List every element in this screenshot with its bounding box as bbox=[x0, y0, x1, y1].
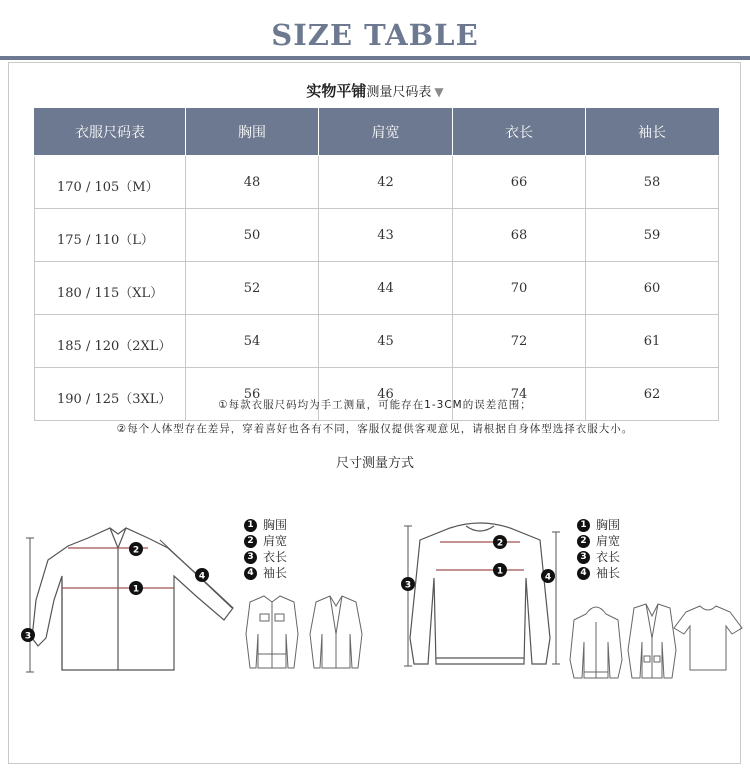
marker-3 bbox=[401, 577, 415, 591]
legend-right bbox=[577, 517, 620, 581]
legend-item: 2 肩宽 bbox=[244, 533, 287, 549]
blazer-icon bbox=[310, 596, 362, 668]
cell-sleeve: 59 bbox=[586, 209, 719, 262]
triangle-down-icon: ▼ bbox=[434, 85, 444, 99]
cell-size: 190 / 125（3XL） bbox=[35, 368, 186, 421]
method-title: 尺寸测量方式 bbox=[335, 456, 414, 471]
cell-length: 68 bbox=[453, 209, 586, 262]
marker-4 bbox=[541, 569, 555, 583]
cell-size: 180 / 115（XL） bbox=[35, 262, 186, 315]
header-size: 衣服尺码表 bbox=[35, 109, 186, 156]
casual-sketches bbox=[568, 600, 748, 684]
table-subtitle bbox=[0, 80, 750, 101]
table-header-row bbox=[35, 109, 719, 156]
number-4-icon: 4 bbox=[577, 567, 590, 580]
legend-left bbox=[244, 517, 287, 581]
cell-shoulder: 44 bbox=[319, 262, 453, 315]
number-1-icon: 1 bbox=[577, 519, 590, 532]
table-row bbox=[35, 209, 719, 262]
cell-shoulder: 43 bbox=[319, 209, 453, 262]
sweatshirt-outline-icon bbox=[410, 523, 550, 664]
legend-item: 3 衣长 bbox=[244, 549, 287, 565]
svg-text:3: 3 bbox=[24, 631, 32, 642]
note-1: ①每款衣服尺码均为手工测量，可能存在1-3CM的误差范围； bbox=[218, 399, 532, 411]
table-row bbox=[35, 368, 719, 421]
marker-1 bbox=[493, 563, 507, 577]
hoodie-icon bbox=[570, 607, 622, 678]
sweatshirt-diagram bbox=[400, 518, 560, 678]
table-row bbox=[35, 156, 719, 209]
cell-chest: 54 bbox=[186, 315, 319, 368]
svg-text:4: 4 bbox=[544, 572, 552, 583]
denim-jacket-icon bbox=[246, 596, 298, 668]
cell-shoulder: 46 bbox=[319, 368, 453, 421]
cell-chest: 48 bbox=[186, 156, 319, 209]
cell-size: 170 / 105（M） bbox=[35, 156, 186, 209]
cell-chest: 52 bbox=[186, 262, 319, 315]
cell-size: 185 / 120（2XL） bbox=[35, 315, 186, 368]
legend-item: 1 胸围 bbox=[244, 517, 287, 533]
subtitle-main: 实物平铺 bbox=[306, 82, 367, 100]
legend-item: 1 胸围 bbox=[577, 517, 620, 533]
number-3-icon: 3 bbox=[577, 551, 590, 564]
legend-item: 2 肩宽 bbox=[577, 533, 620, 549]
table-row bbox=[35, 262, 719, 315]
number-4-icon: 4 bbox=[244, 567, 257, 580]
shirt-diagram bbox=[18, 520, 248, 680]
number-3-icon: 3 bbox=[244, 551, 257, 564]
page-title: SIZE TABLE bbox=[271, 18, 479, 52]
svg-text:1: 1 bbox=[496, 566, 504, 577]
number-2-icon: 2 bbox=[244, 535, 257, 548]
size-table bbox=[34, 108, 719, 421]
marker-2 bbox=[129, 542, 143, 556]
cell-sleeve: 58 bbox=[586, 156, 719, 209]
note-2: ②每个人体型存在差异，穿着喜好也各有不同，客服仅提供客观意见，请根据自身体型选择衣服大小。 bbox=[116, 423, 634, 435]
number-1-icon: 1 bbox=[244, 519, 257, 532]
marker-1 bbox=[129, 581, 143, 595]
header-sleeve: 袖长 bbox=[586, 109, 719, 156]
cell-length: 66 bbox=[453, 156, 586, 209]
number-2-icon: 2 bbox=[577, 535, 590, 548]
svg-text:1: 1 bbox=[132, 584, 140, 595]
cell-length: 70 bbox=[453, 262, 586, 315]
cell-chest: 56 bbox=[186, 368, 319, 421]
header-length: 衣长 bbox=[453, 109, 586, 156]
svg-text:2: 2 bbox=[132, 545, 140, 556]
cell-sleeve: 61 bbox=[586, 315, 719, 368]
jacket-sketches bbox=[236, 594, 366, 680]
svg-text:4: 4 bbox=[198, 571, 206, 582]
cell-size: 175 / 110（L） bbox=[35, 209, 186, 262]
legend-item: 3 衣长 bbox=[577, 549, 620, 565]
cardigan-icon bbox=[628, 604, 676, 678]
cell-chest: 50 bbox=[186, 209, 319, 262]
title-rule bbox=[0, 56, 750, 60]
cell-shoulder: 45 bbox=[319, 315, 453, 368]
t-shirt-icon bbox=[674, 606, 742, 670]
header-shoulder: 肩宽 bbox=[319, 109, 453, 156]
svg-text:2: 2 bbox=[496, 538, 504, 549]
legend-item: 4 袖长 bbox=[244, 565, 287, 581]
cell-length: 74 bbox=[453, 368, 586, 421]
marker-3 bbox=[21, 628, 35, 642]
cell-shoulder: 42 bbox=[319, 156, 453, 209]
cell-sleeve: 60 bbox=[586, 262, 719, 315]
marker-2 bbox=[493, 535, 507, 549]
subtitle-secondary: 测量尺码表 bbox=[366, 85, 432, 100]
cell-length: 72 bbox=[453, 315, 586, 368]
marker-4 bbox=[195, 568, 209, 582]
legend-item: 4 袖长 bbox=[577, 565, 620, 581]
cell-sleeve: 62 bbox=[586, 368, 719, 421]
header-chest: 胸围 bbox=[186, 109, 319, 156]
svg-text:3: 3 bbox=[404, 580, 412, 591]
table-row bbox=[35, 315, 719, 368]
